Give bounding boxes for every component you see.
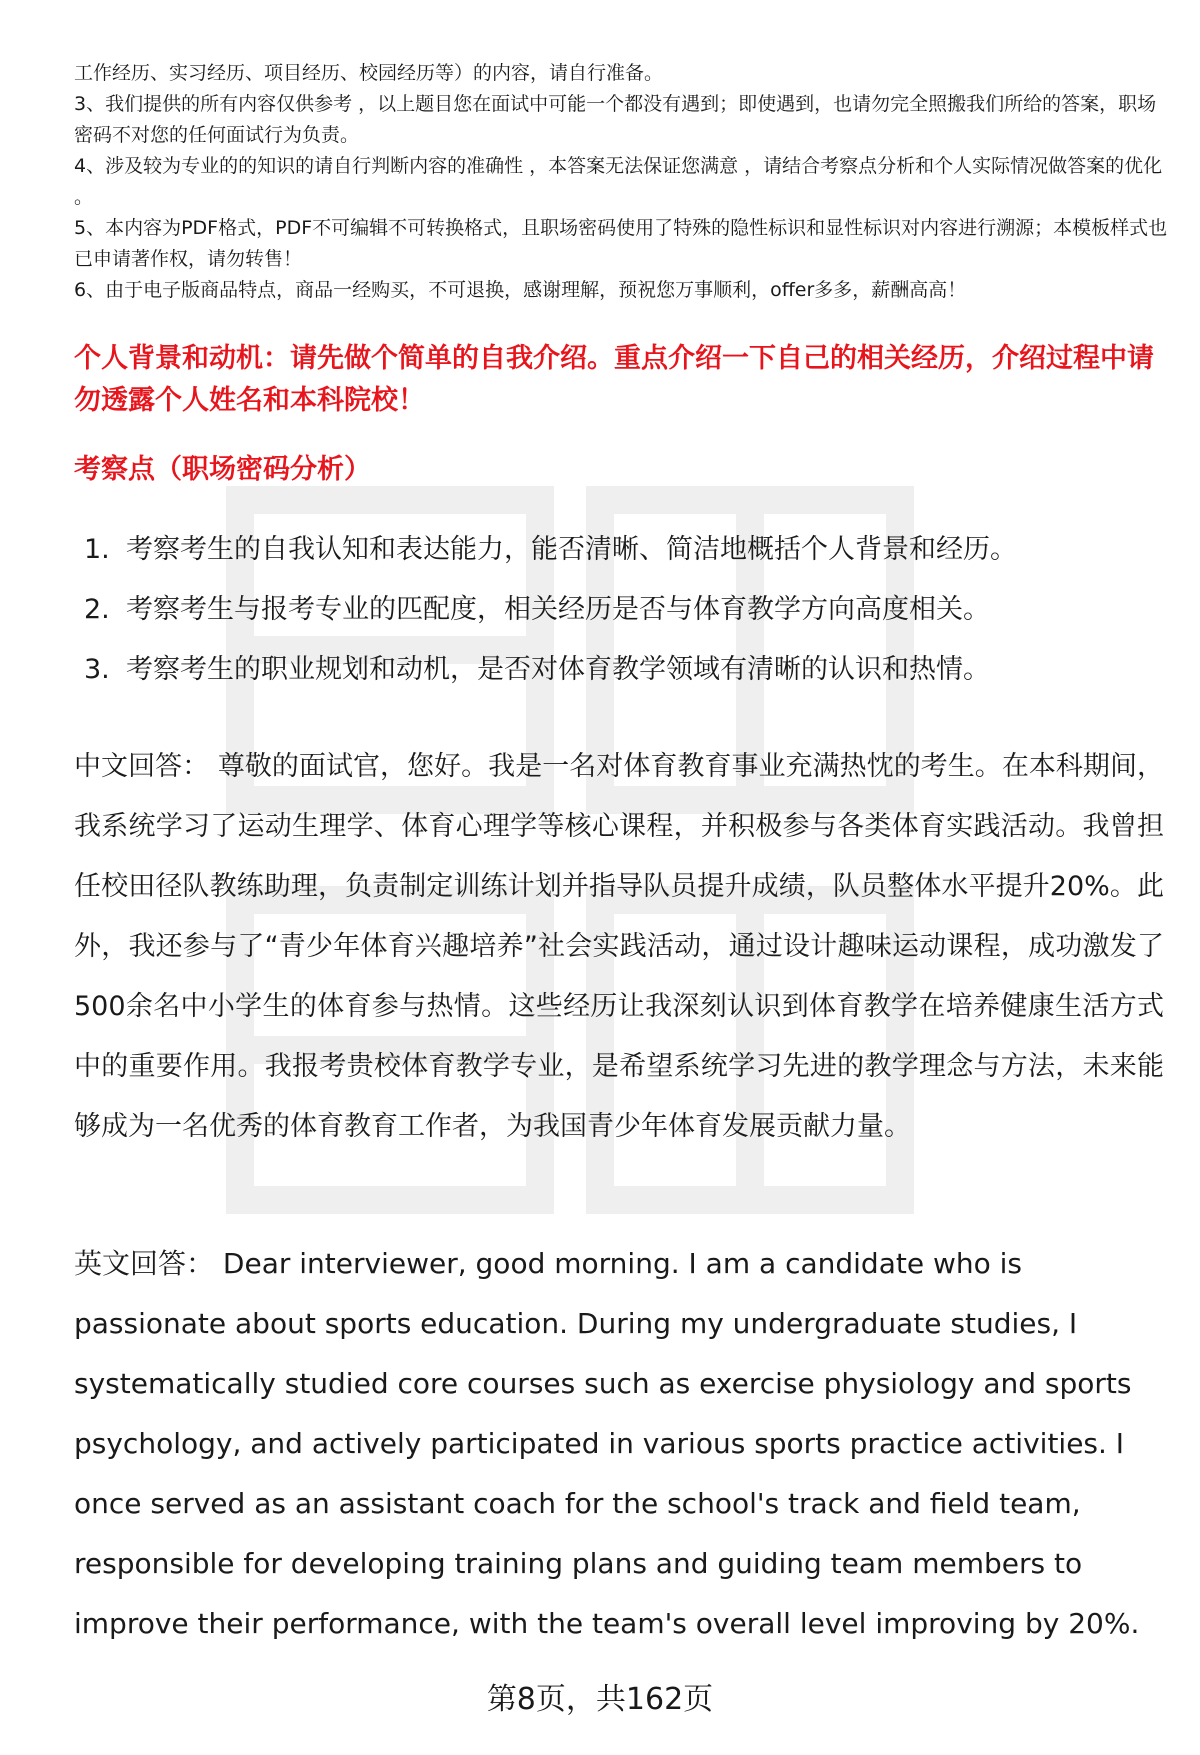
- notes-block: [74, 58, 1174, 306]
- english-answer-label: 英文回答：: [74, 1247, 215, 1280]
- chinese-answer: [74, 737, 1164, 1157]
- list-item: [84, 590, 1174, 650]
- note-line: 4、涉及较为专业的的知识的请自行判断内容的准确性 ，本答案无法保证您满意 ，请结合考察点分析和个人实际情况做答案的优化 。: [74, 155, 1169, 208]
- english-answer: [74, 1234, 1164, 1654]
- list-item-text: 考察考生的职业规划和动机，是否对体育教学领域有清晰的认识和热情。: [126, 654, 990, 685]
- analysis-points: [84, 530, 1174, 710]
- english-answer-text: Dear interviewer, good morning. I am a candidate who is passionate about sports education. During my undergraduate studies, I systematically studied core courses such as exercise physiology and sports psychology, and actively participated in various sports practice activities. I once served as an assistant coach for the school's track and field team, responsible for developing training plans and guiding team members to improve their performance, with the team's overall level improving by 20%.: [74, 1247, 1140, 1640]
- list-item-number: 3.: [84, 654, 110, 685]
- chinese-answer-text: 尊敬的面试官，您好。我是一名对体育教育事业充满热忱的考生。在本科期间，我系统学习了运动生理学、体育心理学等核心课程，并积极参与各类体育实践活动。我曾担任校田径队教练助理，负责制定训练计划并指导队员提升成绩，队员整体水平提升20%。此外，我还参与了“青少年体育兴趣培养”社会实践活动，通过设计趣味运动课程，成功激发了500余名中小学生的体育参与热情。这些经历让我深刻认识到体育教学在培养健康生活方式中的重要作用。我报考贵校体育教学专业，是希望系统学习先进的教学理念与方法，未来能够成为一名优秀的体育教育工作者，为我国青少年体育发展贡献力量。: [74, 751, 1165, 1142]
- note-line: 工作经历、实习经历、项目经历、校园经历等）的内容，请自行准备。: [74, 62, 664, 84]
- list-item-text: 考察考生与报考专业的匹配度，相关经历是否与体育教学方向高度相关。: [126, 594, 990, 625]
- chinese-answer-label: 中文回答：: [74, 751, 210, 782]
- analysis-label: 考察点（职场密码分析）: [74, 454, 371, 485]
- note-line: 5、本内容为PDF格式，PDF不可编辑不可转换格式，且职场密码使用了特殊的隐性标识和显性标识对内容进行溯源；本模板样式也已申请著作权，请勿转售！: [74, 217, 1168, 270]
- page-number-footer: 第8页，共162页: [486, 1682, 714, 1717]
- list-item-number: 1.: [84, 534, 110, 565]
- list-item-number: 2.: [84, 594, 110, 625]
- list-item: [84, 530, 1174, 590]
- list-item-text: 考察考生的自我认知和表达能力，能否清晰、简洁地概括个人背景和经历。: [126, 534, 1017, 565]
- list-item: [84, 650, 1174, 710]
- note-line: 3、我们提供的所有内容仅供参考 ，以上题目您在面试中可能一个都没有遇到；即使遇到，也请勿完全照搬我们所给的答案，职场密码不对您的任何面试行为负责。: [74, 93, 1157, 146]
- question-heading: 个人背景和动机：请先做个简单的自我介绍。重点介绍一下自己的相关经历，介绍过程中请勿透露个人姓名和本科院校！: [74, 343, 1154, 416]
- note-line: 6、由于电子版商品特点，商品一经购买，不可退换，感谢理解，预祝您万事顺利，offer多多，薪酬高高！: [74, 279, 967, 301]
